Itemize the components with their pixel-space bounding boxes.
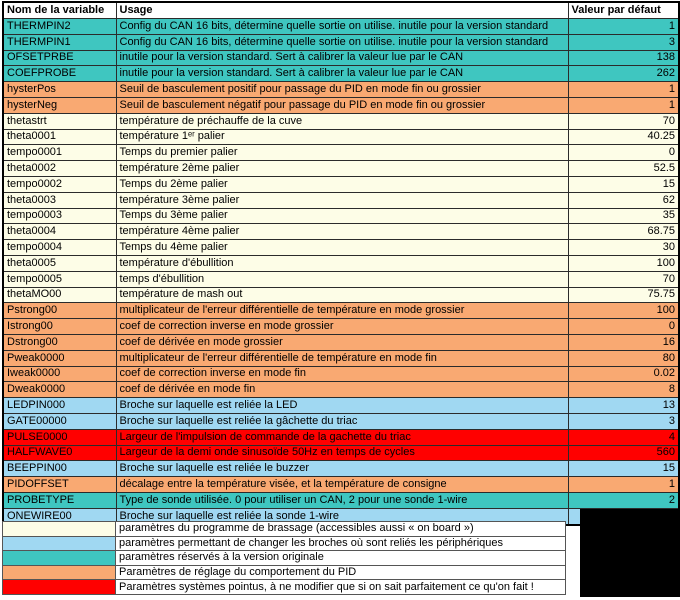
table-row bbox=[3, 224, 679, 240]
legend-row bbox=[3, 580, 566, 595]
cell-variable-name: hysterNeg bbox=[3, 97, 116, 113]
table-row bbox=[3, 50, 679, 66]
cell-usage: Largeur de l'impulsion de commande de la gachette du triac bbox=[116, 429, 568, 445]
table-row bbox=[3, 271, 679, 287]
cell-default-value: 3 bbox=[568, 34, 679, 50]
table-row bbox=[3, 492, 679, 508]
legend-row bbox=[3, 536, 566, 551]
cell-default-value: 4 bbox=[568, 429, 679, 445]
cell-usage: Config du CAN 16 bits, détermine quelle sortie on utilise. inutile pour la version standard bbox=[116, 19, 568, 35]
table-row bbox=[3, 445, 679, 461]
cell-variable-name: theta0003 bbox=[3, 192, 116, 208]
cell-default-value: 1 bbox=[568, 477, 679, 493]
cell-default-value: 1 bbox=[568, 82, 679, 98]
cell-default-value: 3 bbox=[568, 413, 679, 429]
table-row bbox=[3, 303, 679, 319]
legend-label: paramètres permettant de changer les broches où sont reliés les périphériques bbox=[116, 536, 566, 551]
cell-usage: coef de correction inverse en mode fin bbox=[116, 366, 568, 382]
cell-usage: Largeur de la demi onde sinusoïde 50Hz en temps de cycles bbox=[116, 445, 568, 461]
cell-usage: Type de sonde utilisée. 0 pour utiliser un CAN, 2 pour une sonde 1-wire bbox=[116, 492, 568, 508]
cell-default-value: 13 bbox=[568, 398, 679, 414]
table-row bbox=[3, 129, 679, 145]
table-row bbox=[3, 477, 679, 493]
cell-variable-name: thetastrt bbox=[3, 113, 116, 129]
cell-default-value: 75.75 bbox=[568, 287, 679, 303]
cell-default-value: 1 bbox=[568, 19, 679, 35]
cell-variable-name: tempo0002 bbox=[3, 176, 116, 192]
cell-variable-name: PULSE0000 bbox=[3, 429, 116, 445]
cell-variable-name: thetaMO00 bbox=[3, 287, 116, 303]
legend-color-swatch bbox=[3, 551, 116, 566]
cell-default-value: 262 bbox=[568, 66, 679, 82]
cell-usage: Temps du 3ème palier bbox=[116, 208, 568, 224]
cell-usage: Seuil de basculement positif pour passage du PID en mode fin ou grossier bbox=[116, 82, 568, 98]
cell-usage: coef de dérivée en mode fin bbox=[116, 382, 568, 398]
legend-label: paramètres du programme de brassage (accessibles aussi « on board ») bbox=[116, 522, 566, 537]
cell-default-value: 40.25 bbox=[568, 129, 679, 145]
cell-variable-name: tempo0004 bbox=[3, 240, 116, 256]
legend-color-swatch bbox=[3, 522, 116, 537]
cell-default-value: 52.5 bbox=[568, 161, 679, 177]
legend-table-body bbox=[3, 522, 566, 595]
variables-table bbox=[2, 1, 680, 526]
cell-usage: Broche sur laquelle est reliée la sonde 1-wire bbox=[116, 508, 568, 524]
cell-usage: inutile pour la version standard. Sert à calibrer la valeur lue par le CAN bbox=[116, 50, 568, 66]
cell-variable-name: Pstrong00 bbox=[3, 303, 116, 319]
cell-default-value: 560 bbox=[568, 445, 679, 461]
cell-usage: multiplicateur de l'erreur différentielle de température en mode fin bbox=[116, 350, 568, 366]
cell-default-value: 0 bbox=[568, 319, 679, 335]
legend-row bbox=[3, 565, 566, 580]
cell-usage: température de mash out bbox=[116, 287, 568, 303]
cell-usage: température 4ème palier bbox=[116, 224, 568, 240]
cell-default-value: 138 bbox=[568, 50, 679, 66]
cell-variable-name: PIDOFFSET bbox=[3, 477, 116, 493]
cell-usage: Temps du 2ème palier bbox=[116, 176, 568, 192]
cell-usage: Broche sur laquelle est reliée la gâchette du triac bbox=[116, 413, 568, 429]
table-row bbox=[3, 145, 679, 161]
cell-usage: coef de correction inverse en mode grossier bbox=[116, 319, 568, 335]
cell-default-value: 8 bbox=[568, 382, 679, 398]
table-row bbox=[3, 240, 679, 256]
table-row bbox=[3, 287, 679, 303]
cell-variable-name: Iweak0000 bbox=[3, 366, 116, 382]
table-row bbox=[3, 19, 679, 35]
cell-default-value: 0.02 bbox=[568, 366, 679, 382]
cell-usage: multiplicateur de l'erreur différentielle de température en mode grossier bbox=[116, 303, 568, 319]
table-row bbox=[3, 97, 679, 113]
legend-color-swatch bbox=[3, 565, 116, 580]
cell-usage: Broche sur laquelle est reliée le buzzer bbox=[116, 461, 568, 477]
cell-default-value: 1 bbox=[568, 97, 679, 113]
cell-default-value: 100 bbox=[568, 303, 679, 319]
table-row bbox=[3, 66, 679, 82]
table-row bbox=[3, 429, 679, 445]
cell-default-value: 15 bbox=[568, 176, 679, 192]
legend-row bbox=[3, 551, 566, 566]
cell-usage: Broche sur laquelle est reliée la LED bbox=[116, 398, 568, 414]
cell-default-value: 80 bbox=[568, 350, 679, 366]
cell-usage: température 1ᵉʳ palier bbox=[116, 129, 568, 145]
cell-variable-name: Istrong00 bbox=[3, 319, 116, 335]
legend-label: paramètres réservés à la version originale bbox=[116, 551, 566, 566]
cell-variable-name: tempo0001 bbox=[3, 145, 116, 161]
table-row bbox=[3, 113, 679, 129]
cell-default-value: 70 bbox=[568, 271, 679, 287]
cell-default-value: 30 bbox=[568, 240, 679, 256]
cell-usage: Temps du 4ème palier bbox=[116, 240, 568, 256]
table-row bbox=[3, 255, 679, 271]
cell-variable-name: HALFWAVE0 bbox=[3, 445, 116, 461]
header-row bbox=[3, 2, 679, 19]
table-row bbox=[3, 461, 679, 477]
cell-default-value: 68.75 bbox=[568, 224, 679, 240]
table-row bbox=[3, 382, 679, 398]
cell-usage: coef de dérivée en mode grossier bbox=[116, 334, 568, 350]
column-header-usage: Usage bbox=[116, 2, 568, 19]
cell-variable-name: LEDPIN000 bbox=[3, 398, 116, 414]
table-row bbox=[3, 208, 679, 224]
table-row bbox=[3, 82, 679, 98]
table-row bbox=[3, 34, 679, 50]
cell-variable-name: Dstrong00 bbox=[3, 334, 116, 350]
table-row bbox=[3, 366, 679, 382]
cell-variable-name: GATE00000 bbox=[3, 413, 116, 429]
cell-usage: Config du CAN 16 bits, détermine quelle sortie on utilise. inutile pour la version standard bbox=[116, 34, 568, 50]
cell-variable-name: theta0001 bbox=[3, 129, 116, 145]
cell-variable-name: theta0005 bbox=[3, 255, 116, 271]
cell-usage: température d'ébullition bbox=[116, 255, 568, 271]
cell-variable-name: THERMPIN2 bbox=[3, 19, 116, 35]
cell-default-value: 62 bbox=[568, 192, 679, 208]
legend-table bbox=[2, 521, 566, 595]
cell-default-value: 35 bbox=[568, 208, 679, 224]
cell-usage: décalage entre la température visée, et la température de consigne bbox=[116, 477, 568, 493]
cell-usage: température de préchauffe de la cuve bbox=[116, 113, 568, 129]
cell-default-value: 2 bbox=[568, 492, 679, 508]
table-row bbox=[3, 192, 679, 208]
cell-usage: inutile pour la version standard. Sert à calibrer la valeur lue par le CAN bbox=[116, 66, 568, 82]
table-row bbox=[3, 398, 679, 414]
cell-usage: temps d'ébullition bbox=[116, 271, 568, 287]
column-header-value: Valeur par défaut bbox=[568, 2, 679, 19]
cell-usage: Temps du premier palier bbox=[116, 145, 568, 161]
cell-variable-name: ONEWIRE00 bbox=[3, 508, 116, 524]
variables-table-body bbox=[3, 19, 679, 525]
cell-default-value: 16 bbox=[568, 334, 679, 350]
legend-label: Paramètres systèmes pointus, à ne modifier que si on sait parfaitement ce qu'on fait ! bbox=[116, 580, 566, 595]
table-row bbox=[3, 413, 679, 429]
cell-variable-name: PROBETYPE bbox=[3, 492, 116, 508]
cell-variable-name: theta0004 bbox=[3, 224, 116, 240]
cell-usage: température 2ème palier bbox=[116, 161, 568, 177]
cell-variable-name: tempo0003 bbox=[3, 208, 116, 224]
cell-variable-name: tempo0005 bbox=[3, 271, 116, 287]
cell-variable-name: OFSETPRBE bbox=[3, 50, 116, 66]
table-row bbox=[3, 161, 679, 177]
cell-usage: température 3ème palier bbox=[116, 192, 568, 208]
table-row bbox=[3, 350, 679, 366]
cell-variable-name: hysterPos bbox=[3, 82, 116, 98]
cell-default-value: 0 bbox=[568, 145, 679, 161]
cell-variable-name: COEFPROBE bbox=[3, 66, 116, 82]
table-row bbox=[3, 176, 679, 192]
legend-color-swatch bbox=[3, 580, 116, 595]
cell-default-value: 100 bbox=[568, 255, 679, 271]
legend-label: Paramètres de réglage du comportement du PID bbox=[116, 565, 566, 580]
legend-row bbox=[3, 522, 566, 537]
cell-usage: Seuil de basculement négatif pour passage du PID en mode fin ou grossier bbox=[116, 97, 568, 113]
table-row bbox=[3, 319, 679, 335]
black-box bbox=[580, 509, 680, 597]
cell-default-value: 70 bbox=[568, 113, 679, 129]
cell-variable-name: Dweak0000 bbox=[3, 382, 116, 398]
legend-color-swatch bbox=[3, 536, 116, 551]
cell-variable-name: BEEPPIN00 bbox=[3, 461, 116, 477]
cell-variable-name: theta0002 bbox=[3, 161, 116, 177]
cell-variable-name: THERMPIN1 bbox=[3, 34, 116, 50]
table-row bbox=[3, 334, 679, 350]
cell-variable-name: Pweak0000 bbox=[3, 350, 116, 366]
cell-default-value: 15 bbox=[568, 461, 679, 477]
column-header-name: Nom de la variable bbox=[3, 2, 116, 19]
